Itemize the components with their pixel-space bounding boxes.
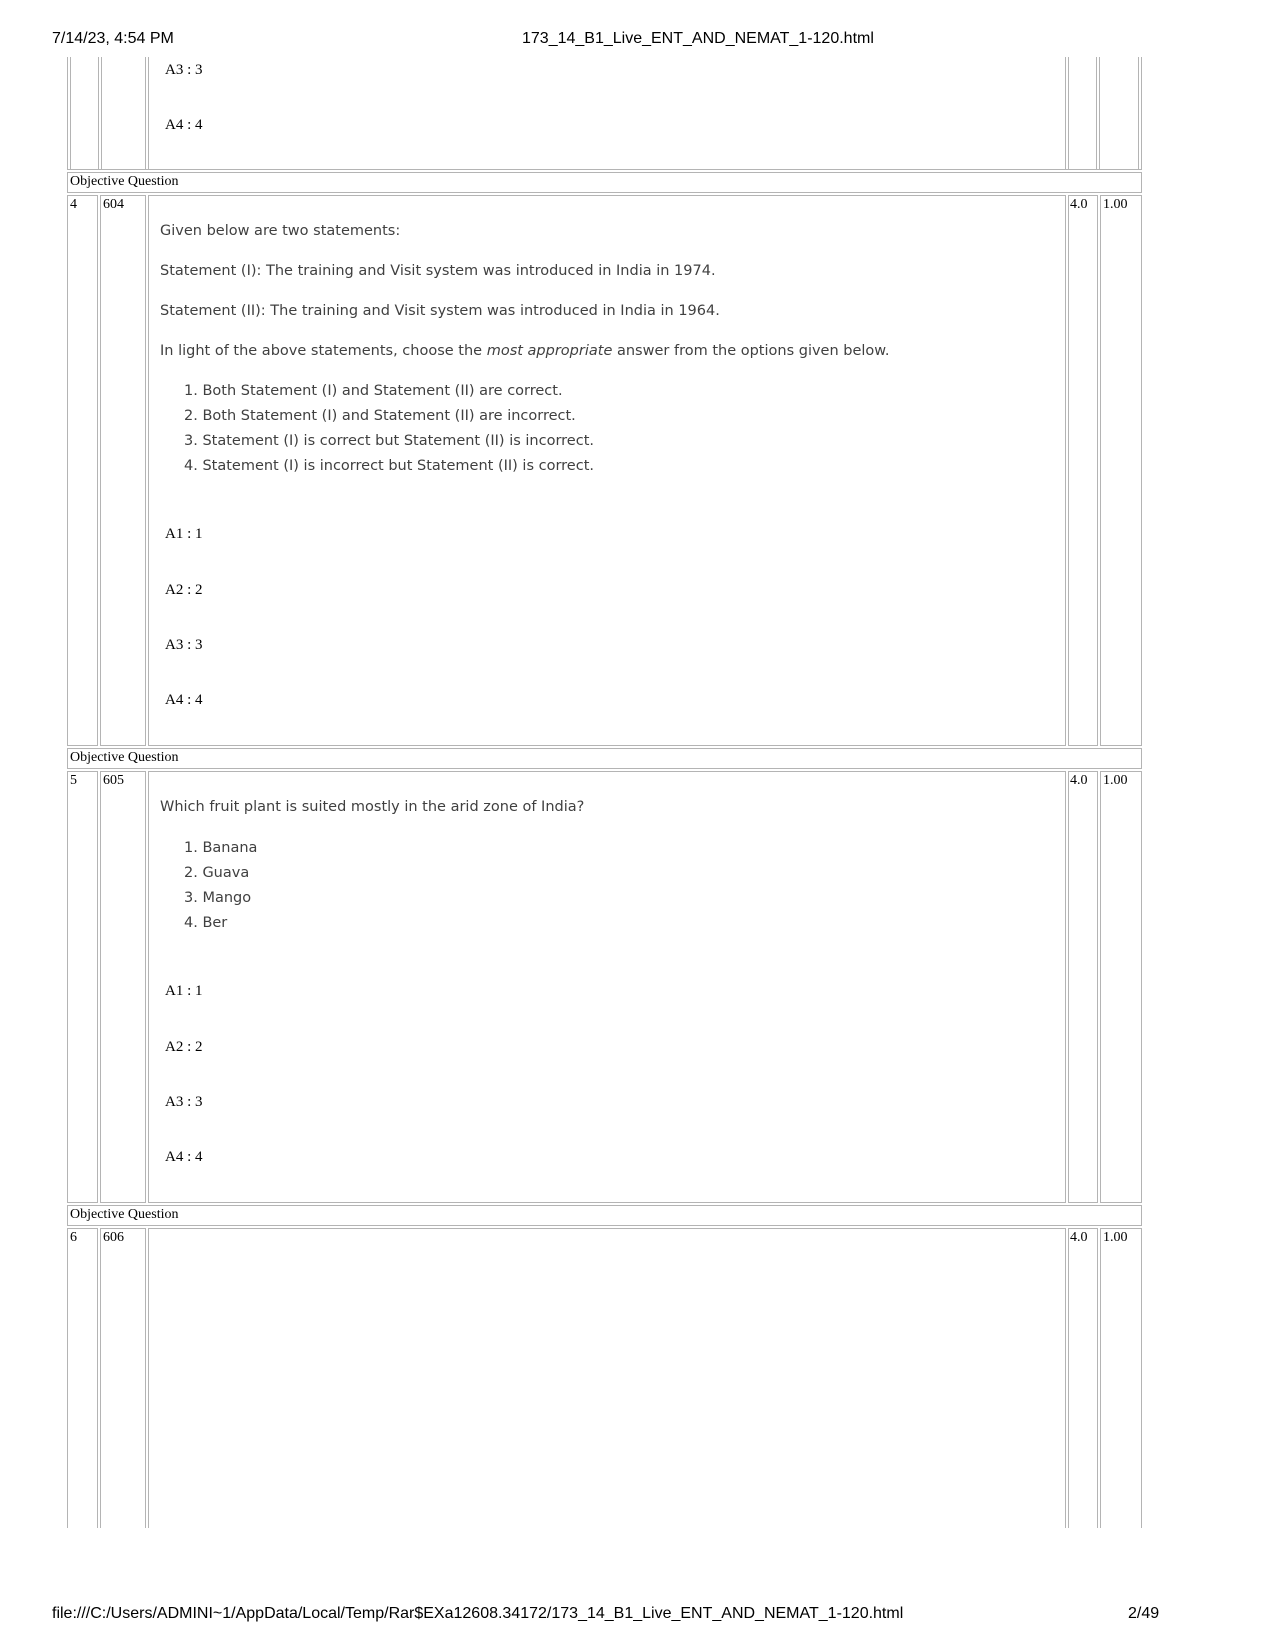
option-item: 3. Mango bbox=[184, 890, 252, 906]
question-id: 605 bbox=[103, 773, 124, 788]
question-text: Which fruit plant is suited mostly in the arid zone of India? bbox=[160, 799, 585, 815]
question-marks: 4.0 bbox=[1070, 773, 1088, 788]
print-file-path: file:///C:/Users/ADMINI~1/AppData/Local/Temp/Rar$EXa12608.34172/173_14_B1_Live_ENT_AND_NEMAT_1-120.html bbox=[52, 1605, 904, 1622]
question-negative-marks: 1.00 bbox=[1103, 773, 1128, 788]
question-marks: 4.0 bbox=[1070, 1230, 1088, 1245]
sno-cell bbox=[67, 771, 98, 1203]
answer-a3: A3 : 3 bbox=[165, 637, 203, 653]
question-negative-marks: 1.00 bbox=[1103, 1230, 1128, 1245]
question-type-label: Objective Question bbox=[70, 174, 179, 189]
option-item: 1. Banana bbox=[184, 840, 258, 856]
option-item: 1. Both Statement (I) and Statement (II) are correct. bbox=[184, 383, 563, 399]
qid-cell bbox=[100, 1228, 146, 1528]
question-type-label: Objective Question bbox=[70, 1207, 179, 1222]
question-type-label: Objective Question bbox=[70, 750, 179, 765]
question-intro: Given below are two statements: bbox=[160, 223, 401, 239]
answer-a1: A1 : 1 bbox=[165, 526, 203, 542]
option-item: 2. Both Statement (I) and Statement (II) are incorrect. bbox=[184, 408, 576, 424]
question-serial: 6 bbox=[70, 1230, 77, 1245]
answer-a4: A4 : 4 bbox=[165, 1149, 203, 1165]
question-serial: 4 bbox=[70, 197, 77, 212]
print-title: 173_14_B1_Live_ENT_AND_NEMAT_1-120.html bbox=[522, 30, 874, 47]
qid-cell bbox=[100, 771, 146, 1203]
negative-marks-cell bbox=[1100, 1228, 1142, 1528]
answer-a3: A3 : 3 bbox=[165, 1094, 203, 1110]
negative-marks-cell bbox=[1100, 195, 1142, 746]
question-body-cell bbox=[148, 1228, 1066, 1528]
option-item: 4. Statement (I) is incorrect but Statement (II) is correct. bbox=[184, 458, 594, 474]
marks-cell bbox=[1068, 771, 1098, 1203]
statement-1: Statement (I): The training and Visit system was introduced in India in 1974. bbox=[160, 263, 716, 279]
answer-a2: A2 : 2 bbox=[165, 582, 203, 598]
option-item: 2. Guava bbox=[184, 865, 250, 881]
option-list bbox=[184, 836, 257, 936]
marks-cell bbox=[1068, 195, 1098, 746]
question-instruction: In light of the above statements, choose the most appropriate answer from the options given below. bbox=[160, 343, 890, 359]
question-id: 604 bbox=[103, 197, 124, 212]
option-item: 3. Statement (I) is correct but Statement (II) is incorrect. bbox=[184, 433, 594, 449]
question-type-row bbox=[67, 748, 1142, 769]
option-list bbox=[184, 379, 594, 479]
question-serial: 5 bbox=[70, 773, 77, 788]
prev-answer-a3: A3 : 3 bbox=[165, 62, 203, 78]
question-id: 606 bbox=[103, 1230, 124, 1245]
question-negative-marks: 1.00 bbox=[1103, 197, 1128, 212]
answer-a2: A2 : 2 bbox=[165, 1039, 203, 1055]
negative-marks-cell bbox=[1100, 771, 1142, 1203]
sno-cell bbox=[67, 195, 98, 746]
print-page-number: 2/49 bbox=[1128, 1605, 1160, 1622]
statement-2: Statement (II): The training and Visit system was introduced in India in 1964. bbox=[160, 303, 720, 319]
question-marks: 4.0 bbox=[1070, 197, 1088, 212]
question-type-row bbox=[67, 172, 1142, 193]
marks-cell bbox=[1068, 1228, 1098, 1528]
prev-answer-a4: A4 : 4 bbox=[165, 117, 203, 133]
answer-a1: A1 : 1 bbox=[165, 983, 203, 999]
qid-cell bbox=[100, 195, 146, 746]
answer-a4: A4 : 4 bbox=[165, 692, 203, 708]
option-item: 4. Ber bbox=[184, 915, 228, 931]
print-datetime: 7/14/23, 4:54 PM bbox=[52, 30, 174, 47]
sno-cell bbox=[67, 1228, 98, 1528]
question-body-cell bbox=[148, 771, 1066, 1203]
question-type-row bbox=[67, 1205, 1142, 1226]
